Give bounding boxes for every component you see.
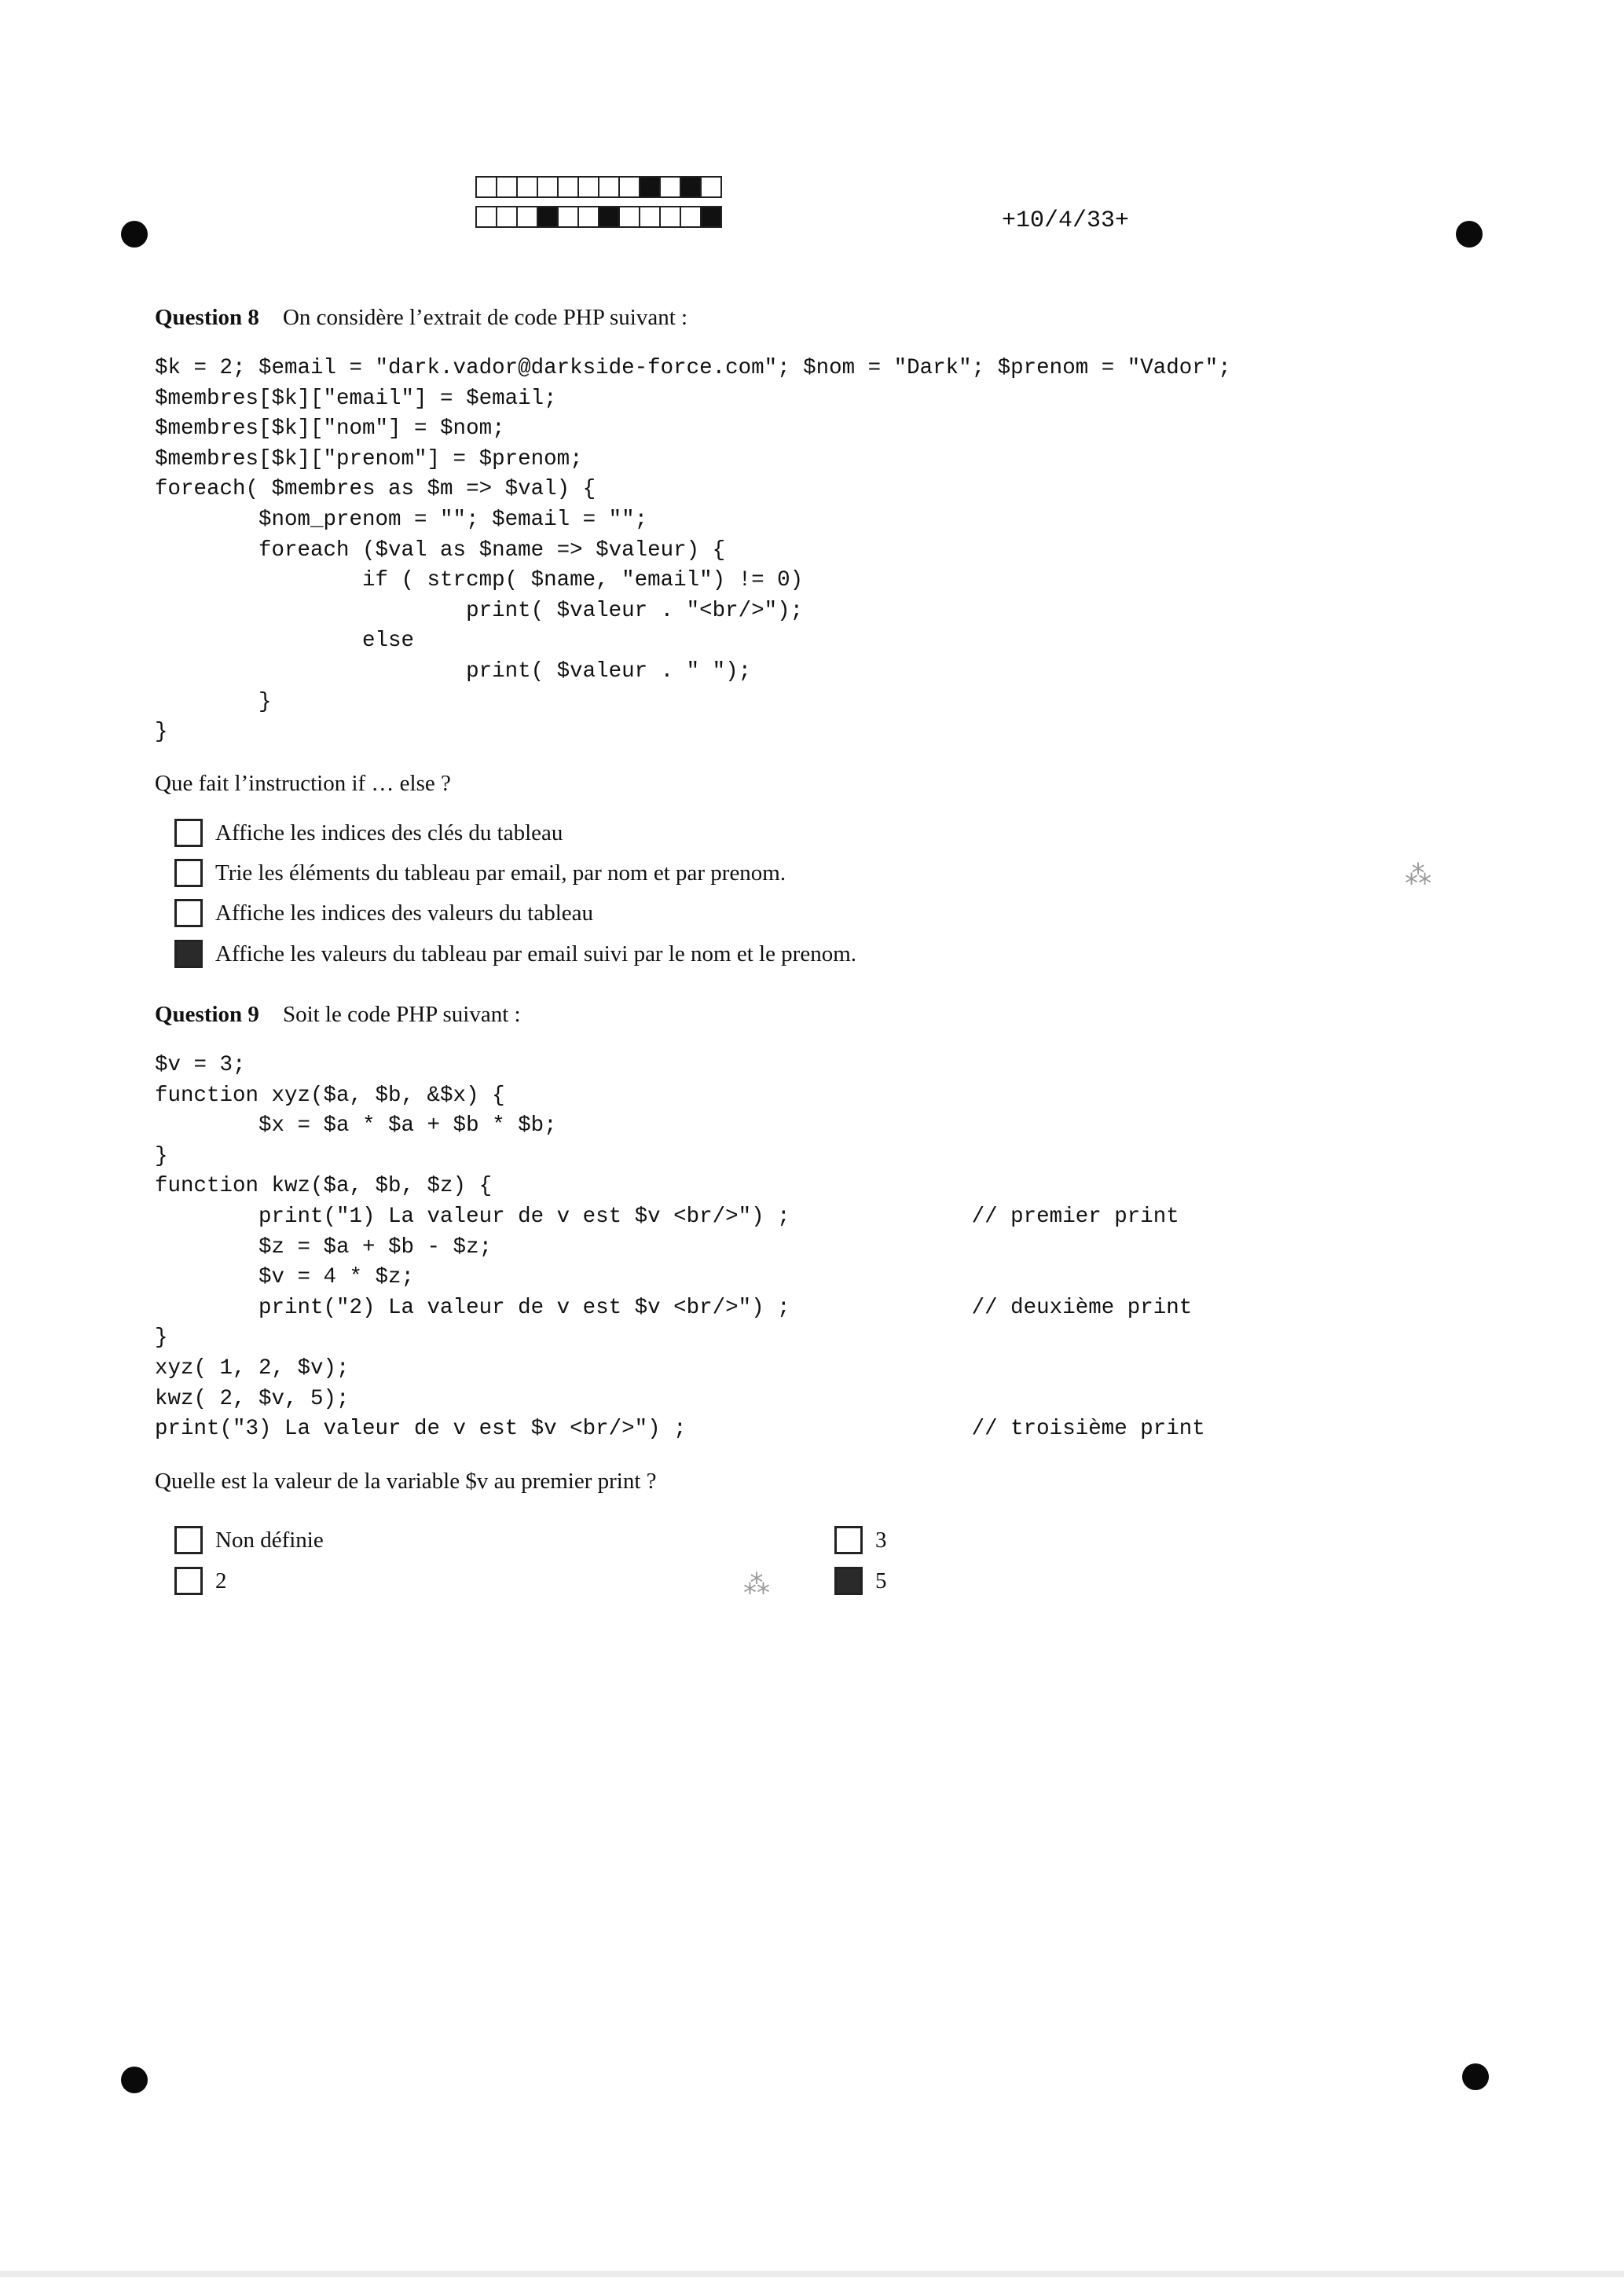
registration-mark-top-right — [1456, 221, 1483, 248]
scan-bottom-edge — [0, 2271, 1624, 2277]
barcode-cell-empty — [659, 176, 681, 198]
barcode-cell-empty — [598, 176, 620, 198]
answer-option[interactable] — [174, 1526, 324, 1554]
code-block: $k = 2; $email = "dark.vador@darkside-force.com"; $nom = "Dark"; $prenom = "Vador"; $membres[$k]["email"] = $email; $membres[$k]["nom"] = $nom; $membres[$k]["prenom"] = $prenom; foreach( $membres as $m => $val) { $nom_prenom = ""; $email = ""; foreach ($val as $name => $valeur) { if ( strcmp( $name, "email") != 0) print( $valeur . "<br/>"); else print( $valeur . " "); } } — [155, 356, 1231, 745]
answer-label: 5 — [875, 1568, 887, 1594]
question-number: Question 9 — [155, 1002, 259, 1027]
barcode-cell-empty — [557, 176, 579, 198]
scan-smudge: ⁂ — [1405, 860, 1432, 891]
barcode-cell-filled — [639, 176, 661, 198]
barcode-cell-empty — [557, 206, 579, 228]
question-number: Question 8 — [155, 305, 259, 330]
barcode-cell-empty — [577, 176, 599, 198]
question-8-header — [155, 305, 687, 331]
barcode-cell-filled — [700, 206, 722, 228]
barcode-cell-empty — [475, 206, 497, 228]
checkbox-checked[interactable] — [174, 940, 203, 968]
answer-label: 2 — [215, 1568, 227, 1594]
answer-option[interactable] — [174, 859, 786, 887]
question-prompt: Que fait l’instruction if … else ? — [155, 771, 451, 796]
page-barcode-row-2 — [475, 206, 720, 228]
registration-mark-bottom-left — [121, 2067, 148, 2093]
answer-option[interactable] — [174, 819, 563, 847]
barcode-cell-empty — [537, 176, 559, 198]
barcode-cell-empty — [639, 206, 661, 228]
barcode-cell-empty — [700, 176, 722, 198]
question-intro: On considère l’extrait de code PHP suivant : — [282, 305, 688, 330]
checkbox[interactable] — [834, 1526, 863, 1554]
checkbox[interactable] — [174, 1526, 203, 1554]
barcode-cell-empty — [516, 176, 538, 198]
barcode-cell-empty — [680, 206, 702, 228]
answer-label: Affiche les indices des clés du tableau — [215, 820, 563, 845]
answer-option[interactable] — [834, 1567, 887, 1595]
barcode-cell-empty — [496, 206, 518, 228]
question-intro: Soit le code PHP suivant : — [282, 1002, 521, 1027]
answer-label: Non définie — [215, 1527, 324, 1553]
answer-label: Affiche les indices des valeurs du tableau — [215, 900, 594, 926]
barcode-cell-empty — [496, 176, 518, 198]
barcode-cell-filled — [598, 206, 620, 228]
barcode-cell-empty — [475, 176, 497, 198]
answer-label: Trie les éléments du tableau par email, par nom et par prenom. — [215, 860, 786, 886]
barcode-cell-filled — [537, 206, 559, 228]
answer-option[interactable] — [174, 899, 593, 927]
barcode-cell-empty — [659, 206, 681, 228]
checkbox[interactable] — [174, 859, 203, 887]
barcode-cell-empty — [577, 206, 599, 228]
answer-option[interactable] — [834, 1526, 887, 1554]
code-block: $v = 3; function xyz($a, $b, &$x) { $x = $a * $a + $b * $b; } function kwz($a, $b, $z) { print("1) La valeur de v est $v <br/>") ; // premier print $z = $a + $b - $z; $v = 4 * $z; print("2) La valeur de v est $v <br/>") ; // deuxième print } xyz( 1, 2, $v); kwz( 2, $v, 5); print("3) La valeur de v est $v <br/>") ; // troisième print — [155, 1053, 1205, 1442]
page-id: +10/4/33+ — [1002, 207, 1130, 234]
barcode-cell-empty — [516, 206, 538, 228]
checkbox[interactable] — [174, 1567, 203, 1595]
barcode-cell-filled — [680, 176, 702, 198]
registration-mark-top-left — [121, 221, 148, 248]
checkbox-checked[interactable] — [834, 1567, 863, 1595]
barcode-cell-empty — [618, 206, 640, 228]
barcode-cell-empty — [618, 176, 640, 198]
question-9-header — [155, 1002, 521, 1028]
registration-mark-bottom-right — [1462, 2063, 1489, 2090]
answer-option[interactable] — [174, 940, 856, 968]
answer-label: Affiche les valeurs du tableau par email suivi par le nom et le prenom. — [215, 941, 857, 966]
answer-option[interactable] — [174, 1567, 227, 1595]
page-barcode-row-1 — [475, 176, 720, 198]
checkbox[interactable] — [174, 819, 203, 847]
answer-label: 3 — [875, 1527, 887, 1553]
scan-smudge: ⁂ — [743, 1569, 770, 1601]
checkbox[interactable] — [174, 899, 203, 927]
question-prompt: Quelle est la valeur de la variable $v au premier print ? — [155, 1469, 657, 1494]
